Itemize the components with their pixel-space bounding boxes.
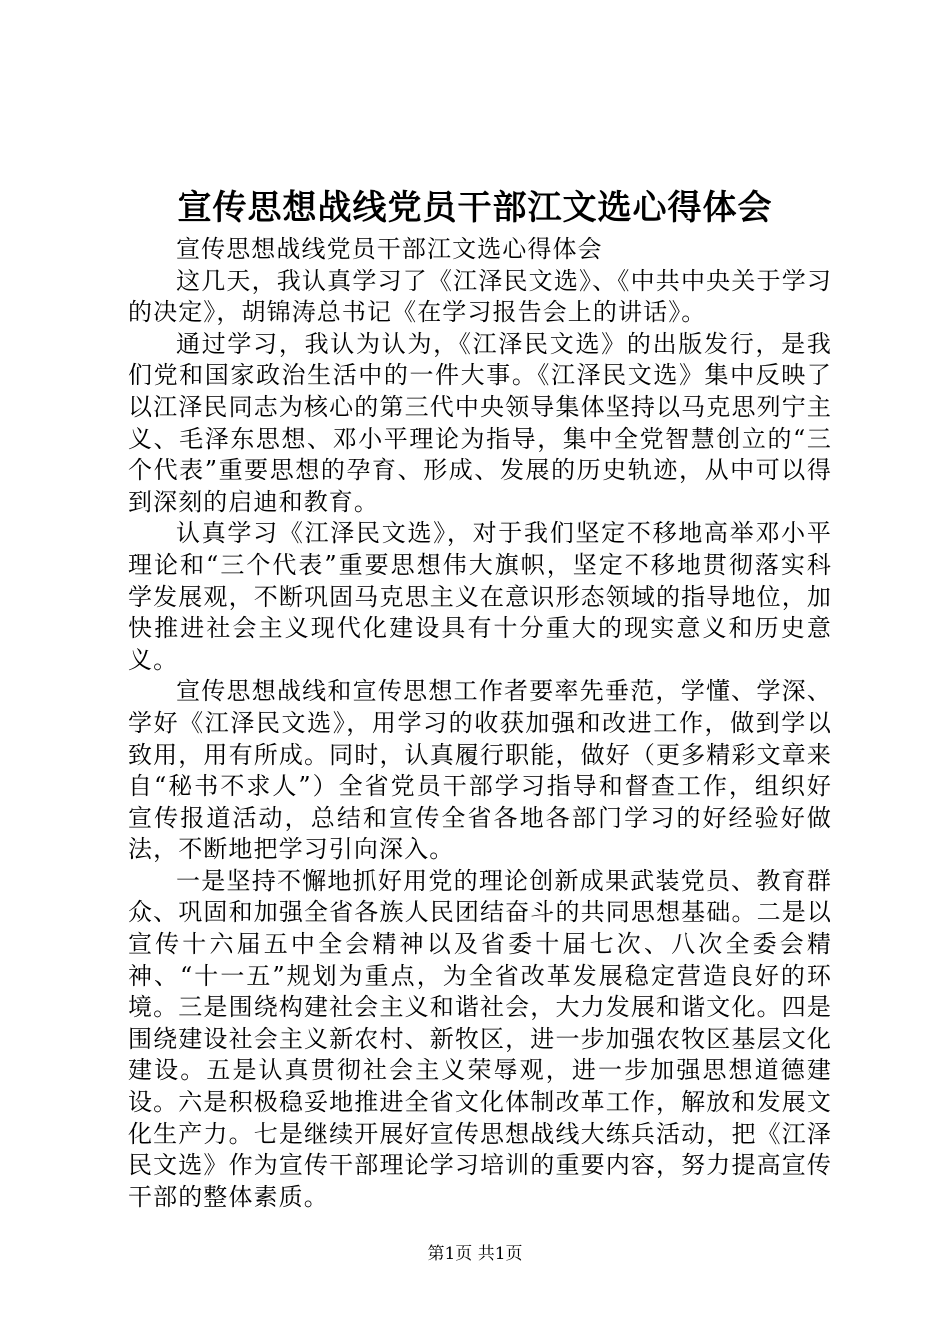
- page-number-footer: 第1页 共1页: [427, 1244, 523, 1264]
- paragraph-4: 宣传思想战线和宣传思想工作者要率先垂范，学懂、学深、学好《江泽民文选》，用学习的收获加强和改进工作，做到学以致用，用有所成。同时，认真履行职能，做好（更多精彩文章来自“秘书不求人”）全省党员干部学习指导和督查工作，组织好宣传报道活动，总结和宣传全省各地各部门学习的好经验好做法，不断地把学习引向深入。: [128, 677, 832, 864]
- document-body: [128, 234, 832, 1213]
- paragraph-3: 认真学习《江泽民文选》，对于我们坚定不移地高举邓小平理论和“三个代表”重要思想伟大旗帜，坚定不移地贯彻落实科学发展观，不断巩固马克思主义在意识形态领域的指导地位，加快推进社会主义现代化建设具有十分重大的现实意义和历史意义。: [128, 519, 832, 674]
- paragraph-subtitle: 宣传思想战线党员干部江文选心得体会: [176, 235, 603, 263]
- paragraph-1: 这几天，我认真学习了《江泽民文选》、《中共中央关于学习的决定》，胡锦涛总书记《在学习报告会上的讲话》。: [128, 266, 832, 327]
- paragraph-5: 一是坚持不懈地抓好用党的理论创新成果武装党员、教育群众、巩固和加强全省各族人民团结奋斗的共同思想基础。二是以宣传十六届五中全会精神以及省委十届七次、八次全委会精神、“十一五”规划为重点，为全省改革发展稳定营造良好的环境。三是围绕构建社会主义和谐社会，大力发展和谐文化。四是围绕建设社会主义新农村、新牧区，进一步加强农牧区基层文化建设。五是认真贯彻社会主义荣辱观，进一步加强思想道德建设。六是积极稳妥地推进全省文化体制改革工作，解放和发展文化生产力。七是继续开展好宣传思想战线大练兵活动，把《江泽民文选》作为宣传干部理论学习培训的重要内容，努力提高宣传干部的整体素质。: [128, 866, 832, 1211]
- document-title: 宣传思想战线党员干部江文选心得体会: [177, 188, 773, 228]
- paragraph-2: 通过学习，我认为认为，《江泽民文选》的出版发行，是我们党和国家政治生活中的一件大事。《江泽民文选》集中反映了以江泽民同志为核心的第三代中央领导集体坚持以马克思列宁主义、毛泽东思想、邓小平理论为指导，集中全党智慧创立的“三个代表”重要思想的孕育、形成、发展的历史轨迹，从中可以得到深刻的启迪和教育。: [128, 329, 832, 516]
